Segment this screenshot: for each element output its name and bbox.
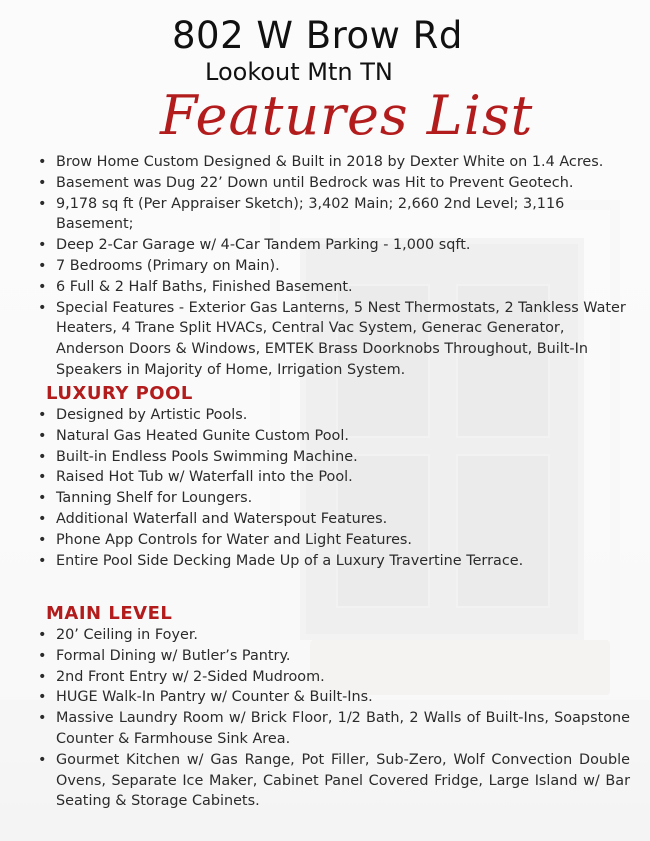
address-title: 802 W Brow Rd	[172, 14, 463, 57]
list-item: • Formal Dining w/ Butler’s Pantry.	[38, 646, 630, 667]
list-item: • 9,178 sq ft (Per Appraiser Sketch); 3,402 Main; 2,660 2nd Level; 3,116 Basement;	[38, 194, 630, 236]
list-item: • Gourmet Kitchen w/ Gas Range, Pot Filler, Sub-Zero, Wolf Convection Double Ovens, Separate Ice Maker, Cabinet Panel Covered Fridge, Large Island w/ Bar Seating & Storage Cabinets.	[38, 750, 630, 812]
list-item: • Natural Gas Heated Gunite Custom Pool.	[38, 426, 630, 447]
list-item: • Deep 2-Car Garage w/ 4-Car Tandem Parking - 1,000 sqft.	[38, 235, 630, 256]
list-item: • Entire Pool Side Decking Made Up of a Luxury Travertine Terrace.	[38, 551, 630, 572]
list-item: • Phone App Controls for Water and Light Features.	[38, 530, 630, 551]
list-item: • Additional Waterfall and Waterspout Features.	[38, 509, 630, 530]
luxury-pool-heading: LUXURY POOL	[46, 383, 193, 404]
luxury-pool-list	[38, 405, 630, 571]
list-item: • Special Features - Exterior Gas Lanterns, 5 Nest Thermostats, 2 Tankless Water Heaters, 4 Trane Split HVACs, Central Vac System, Generac Generator, Anderson Doors & Windows, EMTEK Brass Doorknobs Throughout, Built-In Speakers in Majority of Home, Irrigation System.	[38, 298, 630, 381]
list-item: • 7 Bedrooms (Primary on Main).	[38, 256, 630, 277]
list-item: • Designed by Artistic Pools.	[38, 405, 630, 426]
list-item: • Raised Hot Tub w/ Waterfall into the Pool.	[38, 467, 630, 488]
list-item: • 2nd Front Entry w/ 2-Sided Mudroom.	[38, 667, 630, 688]
main-level-list	[38, 625, 630, 812]
list-item: • Built-in Endless Pools Swimming Machine.	[38, 447, 630, 468]
list-item: • 20’ Ceiling in Foyer.	[38, 625, 630, 646]
features-list-script-title: Features List	[160, 84, 534, 147]
general-features-list	[38, 152, 630, 381]
main-level-heading: MAIN LEVEL	[46, 603, 173, 624]
list-item: • Basement was Dug 22’ Down until Bedrock was Hit to Prevent Geotech.	[38, 173, 630, 194]
list-item: • HUGE Walk-In Pantry w/ Counter & Built-Ins.	[38, 687, 630, 708]
list-item: • Brow Home Custom Designed & Built in 2018 by Dexter White on 1.4 Acres.	[38, 152, 630, 173]
list-item: • 6 Full & 2 Half Baths, Finished Basement.	[38, 277, 630, 298]
list-item: • Tanning Shelf for Loungers.	[38, 488, 630, 509]
list-item: • Massive Laundry Room w/ Brick Floor, 1/2 Bath, 2 Walls of Built-Ins, Soapstone Counter & Farmhouse Sink Area.	[38, 708, 630, 750]
location-subtitle: Lookout Mtn TN	[205, 58, 393, 86]
